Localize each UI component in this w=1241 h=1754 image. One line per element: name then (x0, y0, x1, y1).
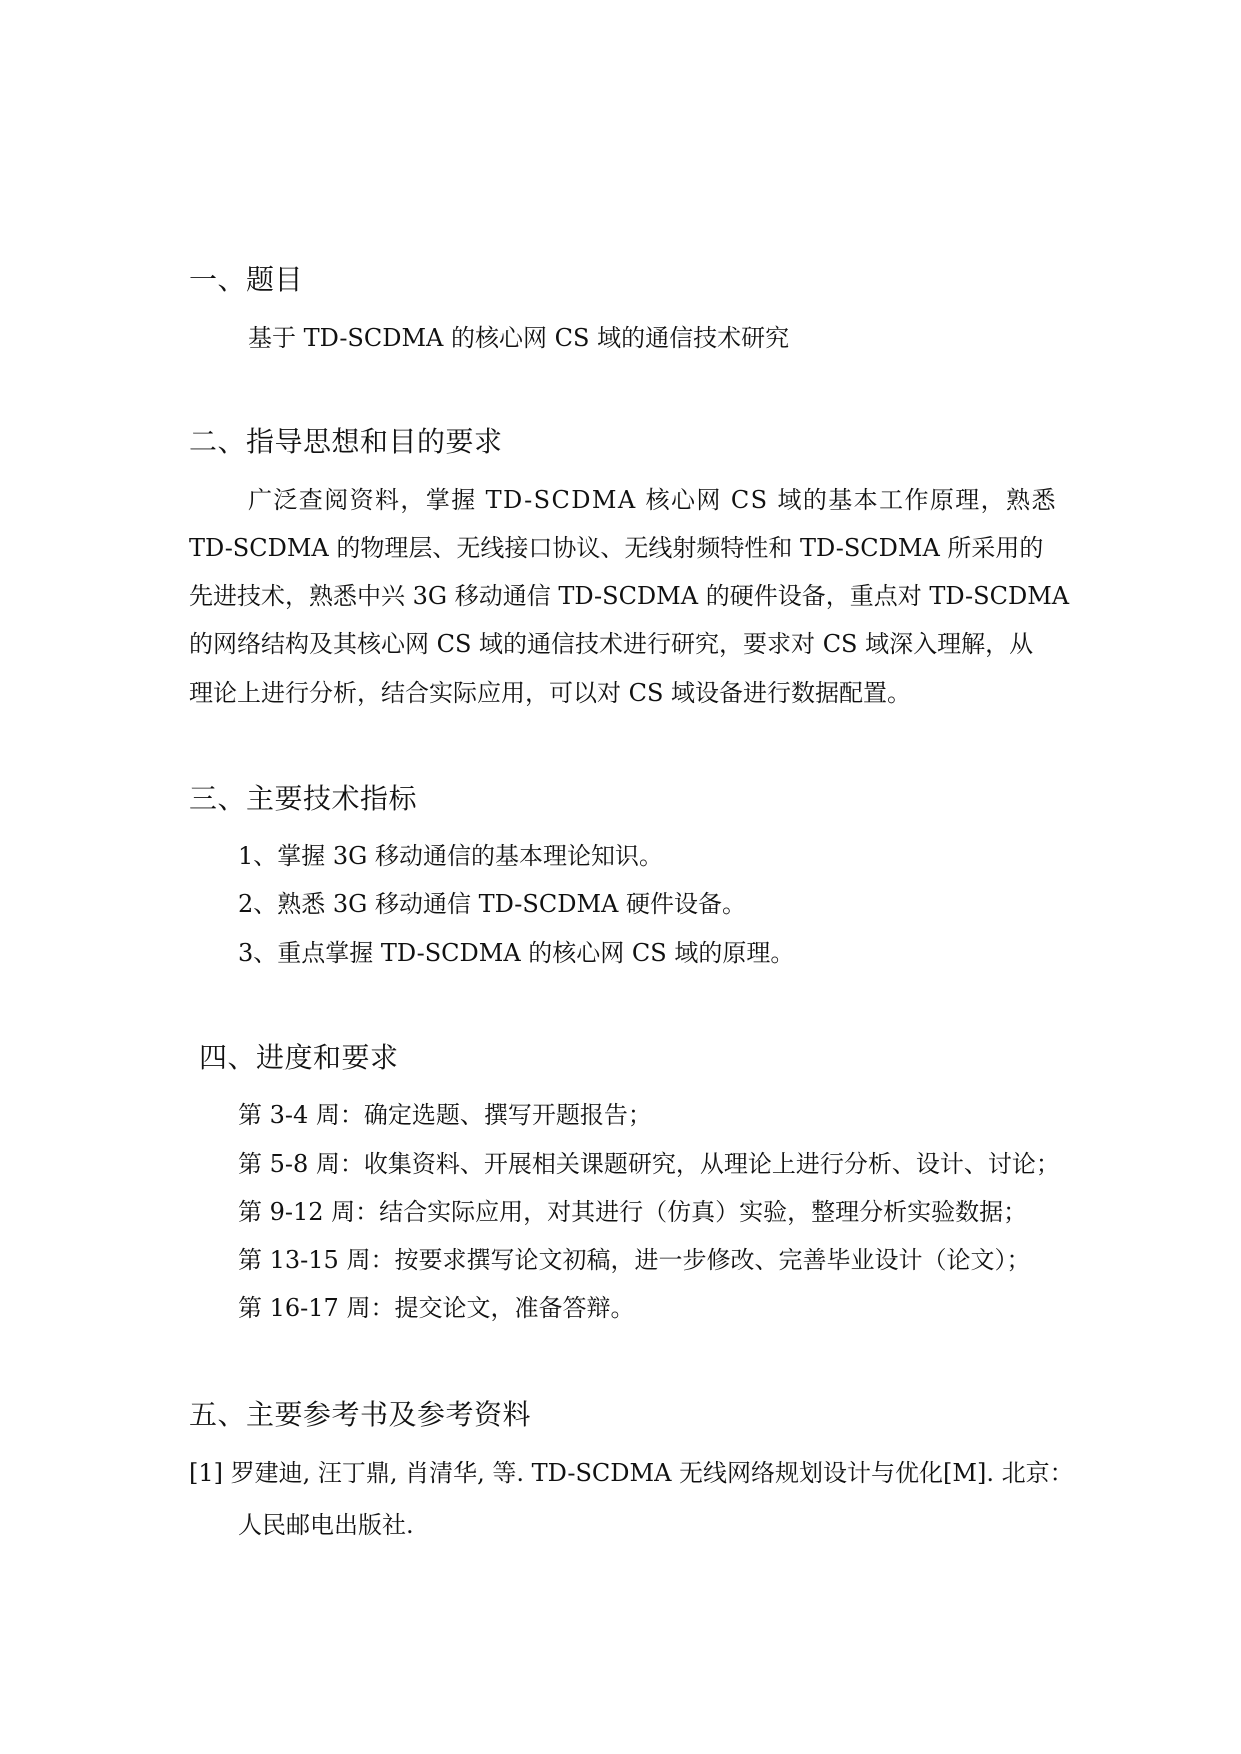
section-4-item-4: 第 13-15 周：按要求撰写论文初稿，进一步修改、完善毕业设计（论文）； (238, 1246, 1031, 1274)
section-2-heading: 二、指导思想和目的要求 (189, 425, 503, 458)
section-2-line-2: TD-SCDMA 的物理层、无线接口协议、无线射频特性和 TD-SCDMA 所采用的 (189, 534, 1044, 562)
section-2-line-5: 理论上进行分析，结合实际应用，可以对 CS 域设备进行数据配置。 (189, 679, 912, 707)
section-1-line-1: 基于 TD-SCDMA 的核心网 CS 域的通信技术研究 (248, 324, 790, 352)
section-4-heading: 四、进度和要求 (199, 1041, 399, 1074)
section-3-item-1: 1、掌握 3G 移动通信的基本理论知识。 (238, 842, 663, 870)
section-2-line-3: 先进技术，熟悉中兴 3G 移动通信 TD-SCDMA 的硬件设备，重点对 TD-SCDMA (189, 582, 1070, 610)
section-5-heading: 五、主要参考书及参考资料 (189, 1398, 532, 1431)
section-4-item-5: 第 16-17 周：提交论文，准备答辩。 (238, 1294, 635, 1322)
reference-1-line-2: 人民邮电出版社. (238, 1511, 414, 1539)
section-3-item-3: 3、重点掌握 TD-SCDMA 的核心网 CS 域的原理。 (238, 939, 795, 967)
section-1-heading: 一、题目 (189, 263, 304, 296)
section-3-heading: 三、主要技术指标 (189, 782, 418, 815)
section-2-line-4: 的网络结构及其核心网 CS 域的通信技术进行研究，要求对 CS 域深入理解，从 (189, 630, 1034, 658)
section-2-line-1: 广泛查阅资料，掌握 TD-SCDMA 核心网 CS 域的基本工作原理，熟悉 (248, 486, 1057, 514)
section-3-item-2: 2、熟悉 3G 移动通信 TD-SCDMA 硬件设备。 (238, 890, 746, 918)
section-4-item-1: 第 3-4 周：确定选题、撰写开题报告； (238, 1101, 652, 1129)
reference-1-line-1: [1] 罗建迪, 汪丁鼎, 肖清华, 等. TD-SCDMA 无线网络规划设计与优化[M]. 北京： (189, 1459, 1074, 1487)
section-4-item-3: 第 9-12 周：结合实际应用，对其进行（仿真）实验，整理分析实验数据； (238, 1198, 1028, 1226)
section-4-item-2: 第 5-8 周：收集资料、开展相关课题研究，从理论上进行分析、设计、讨论； (238, 1150, 1060, 1178)
